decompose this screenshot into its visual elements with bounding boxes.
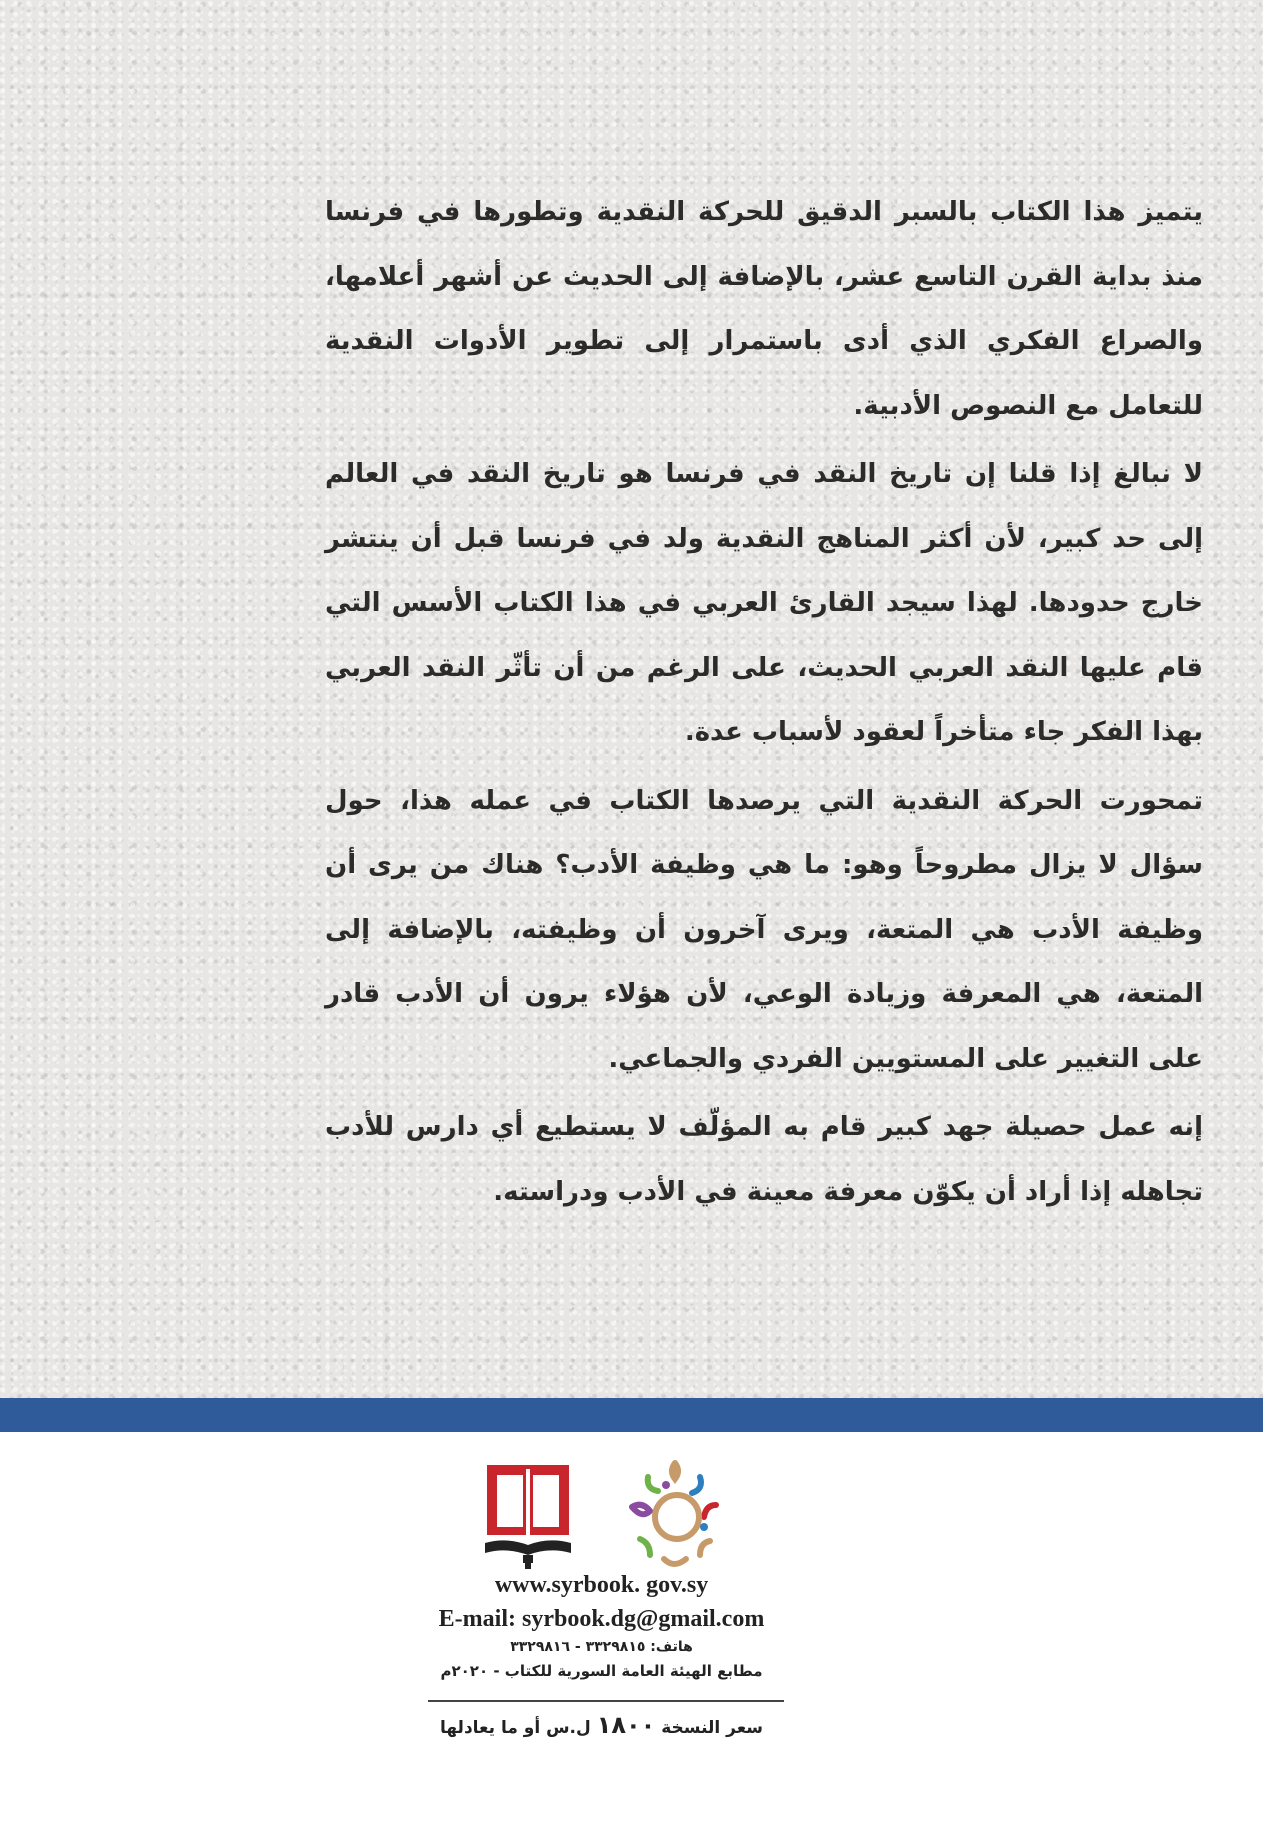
ministry-of-culture-logo [620, 1455, 735, 1575]
back-cover-blurb [325, 180, 1203, 1228]
price-currency: ل.س أو ما يعادلها [439, 1718, 591, 1738]
printer-line: مطابع الهيئة العامة السورية للكتاب - ٢٠٢٠م [440, 1662, 763, 1680]
blurb-paragraph-1: يتميز هذا الكتاب بالسبر الدقيق للحركة النقدية وتطورها في فرنسا منذ بداية القرن التاسع عشر، بالإضافة إلى الحديث عن أشهر أعلامها، والصراع الفكري الذي أدى باستمرار إلى تطوير الأدوات النقدية للتعامل مع النصوص الأدبية. [325, 197, 1203, 421]
open-book-logo [483, 1459, 573, 1571]
publisher-website[interactable]: www.syrbook. gov.sy [494, 1572, 709, 1598]
divider-rule [428, 1700, 784, 1702]
publisher-info [0, 1568, 1203, 1684]
blurb-paragraph-2: لا نبالغ إذا قلنا إن تاريخ النقد في فرنسا هو تاريخ النقد في العالم إلى حد كبير، لأن أكثر المناهج النقدية ولد في فرنسا قبل أن ينتشر خارج حدودها. لهذا سيجد القارئ العربي في هذا الكتاب الأسس التي قام عليها النقد العربي الحديث، على الرغم من أن تأثّر النقد العربي بهذا الفكر جاء متأخراً لعقود لأسباب عدة. [325, 459, 1203, 747]
blurb-paragraph-4: إنه عمل حصيلة جهد كبير قام به المؤلّف لا يستطيع أي دارس للأدب تجاهله إذا أراد أن يكوّن معرفة معينة في الأدب ودراسته. [325, 1112, 1203, 1207]
publisher-phone: هاتف: ٣٣٢٩٨١٥ - ٣٣٢٩٨١٦ [510, 1639, 693, 1655]
logo-row [0, 1455, 1263, 1585]
blurb-paragraph-3: تمحورت الحركة النقدية التي يرصدها الكتاب في عمله هذا، حول سؤال لا يزال مطروحاً وهو: ما هي وظيفة الأدب؟ هناك من يرى أن وظيفة الأدب هي المتعة، ويرى آخرون أن وظيفته، بالإضافة إلى المتعة، هي المعرفة وزيادة الوعي، لأن هؤلاء يرون أن الأدب قادر على التغيير على المستويين الفردي والجماعي. [325, 785, 1203, 1074]
price-line [0, 1708, 1203, 1745]
price-label: سعر النسخة [661, 1718, 764, 1738]
price-value: ١٨٠٠ [596, 1711, 656, 1739]
blue-divider-band [0, 1398, 1263, 1432]
publisher-email[interactable]: E-mail: syrbook.dg@gmail.com [438, 1606, 765, 1632]
